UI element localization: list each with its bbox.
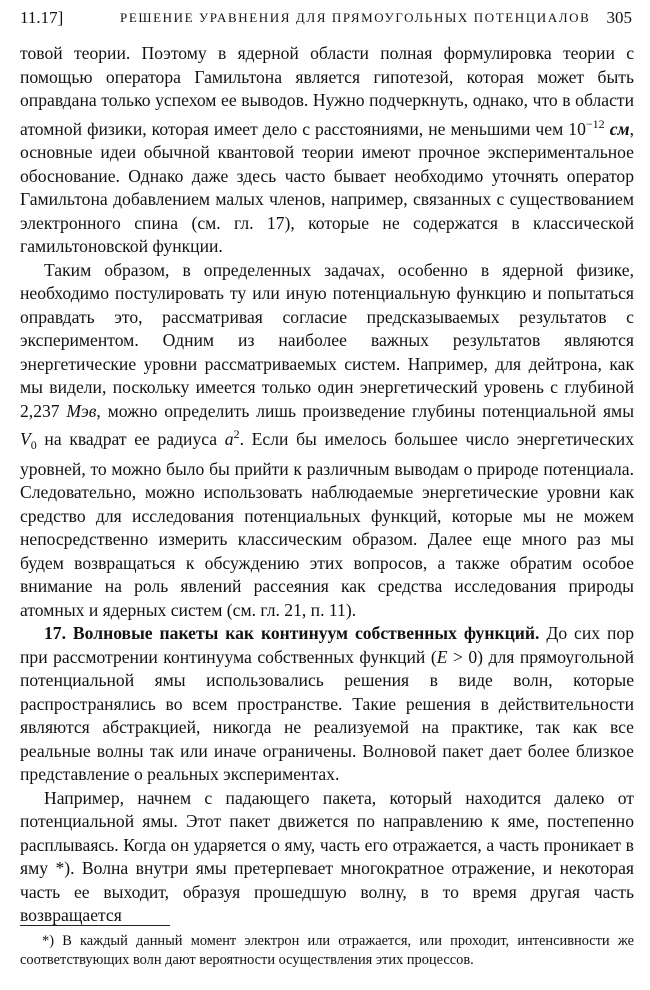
p2-var-a-exp: 2 bbox=[233, 427, 240, 441]
paragraph-3 bbox=[20, 622, 634, 787]
footnote-rule bbox=[20, 925, 170, 926]
paragraph-2 bbox=[20, 259, 634, 623]
paragraph-4 bbox=[20, 787, 634, 928]
p1-unit: см bbox=[609, 118, 630, 139]
p2-text-d: . Если бы имелось большее число энергетических уровней, то можно было бы прийти к различным выводам о природе потенциала. Следовательно, можно использовать наблюдаемые энергетические уровни как средство для исследования потенциальных функций, которые мы не можем непосредственно измерить классическим образом. Далее еще много раз мы будем возвращаться к обсуждению этих вопросов, а также обратим особое внимание на роль явлений рассеяния как средства исследования природы атомных и ядерных систем (см. гл. 21, п. 11). bbox=[20, 429, 634, 620]
p3-text-b: ) для прямоугольной потенциальной ямы использовались решения в виде волн, которые распространялись во всем пространстве. Такие решения в действительности являются абстракцией, никогда не реализуемой на практике, так как все реальные волны так или иначе ограничены. Волновой пакет дает более близкое представление о реальных экспериментах. bbox=[20, 646, 634, 784]
page-number: 305 bbox=[606, 8, 632, 27]
p1-exponent: −12 bbox=[585, 116, 605, 131]
running-header bbox=[20, 4, 632, 32]
paragraph-1 bbox=[20, 42, 634, 259]
p2-var-a: a bbox=[224, 429, 234, 449]
p3-text-a: До сих пор при рассмотрении континуума собственных функций ( bbox=[20, 623, 634, 667]
p3-cond-var: E bbox=[436, 646, 448, 667]
body-text bbox=[20, 42, 634, 928]
footnote-mark: *) bbox=[48, 858, 71, 878]
p1-text-a: товой теории. Поэтому в ядерной области полная формулировка теории с помощью оператора Гамильтона является гипотезой, которая может быть оправдана только успехом ее выводов. Нужно подчеркнуть, однако, что в области атомной физики, которая имеет дело с расстояниями, не меньшими чем 10 bbox=[20, 43, 634, 139]
section-number: 11.17] bbox=[20, 8, 64, 27]
p3-cond-rel: > 0 bbox=[447, 646, 478, 667]
p2-unit: Мэв bbox=[66, 400, 97, 421]
footnote bbox=[20, 932, 634, 970]
p2-var-v: V bbox=[20, 429, 31, 449]
p2-text-a: Таким образом, в определенных задачах, особенно в ядерной физике, необходимо постулировать ту или иную потенциальную функцию и попытаться оправдать это, рассматривая согласие предсказываемых результатов с экспериментом. Одним из наиболее важных результатов являются энергетические уровни рассматриваемых систем. Например, для дейтрона, как мы видели, поскольку имеется только один энергетический уровень с глубиной 2,237 bbox=[20, 259, 634, 421]
running-title: РЕШЕНИЕ УРАВНЕНИЯ ДЛЯ ПРЯМОУГОЛЬНЫХ ПОТЕНЦИАЛОВ bbox=[120, 10, 591, 25]
p4-text-b: . Волна внутри ямы претерпевает многократное отражение, и некоторая часть ее выходит, образуя прошедшую волну, в то время другая часть возвращается bbox=[20, 858, 634, 925]
p2-text-b: , можно определить лишь произведение глубины потенциальной ямы bbox=[96, 400, 635, 421]
p4-text-a: Например, начнем с падающего пакета, который находится далеко от потенциальной ямы. Этот пакет движется по направлению к яме, постепенно расплываясь. Когда он ударяется о яму, часть его отражается, а часть проникает в яму bbox=[20, 787, 634, 878]
footnote-text: *) В каждый данный момент электрон или отражается, или проходит, интенсивности же соответствующих волн дают вероятности осуществления этих процессов. bbox=[20, 933, 634, 968]
p1-text-b: , основные идеи обычной квантовой теории имеют прочное экспериментальное обоснование. Однако даже здесь часто бывает необходимо уточнять оператор Гамильтона добавлением малых членов, например, связанных с существованием электронного спина (см. гл. 17), которые не содержатся в классической гамильтоновской функции. bbox=[20, 118, 634, 256]
p2-var-v-sub: 0 bbox=[30, 438, 37, 452]
section-heading: 17. Волновые пакеты как континуум собственных функций. bbox=[44, 623, 540, 643]
p2-text-c: на квадрат ее радиуса bbox=[36, 429, 225, 449]
